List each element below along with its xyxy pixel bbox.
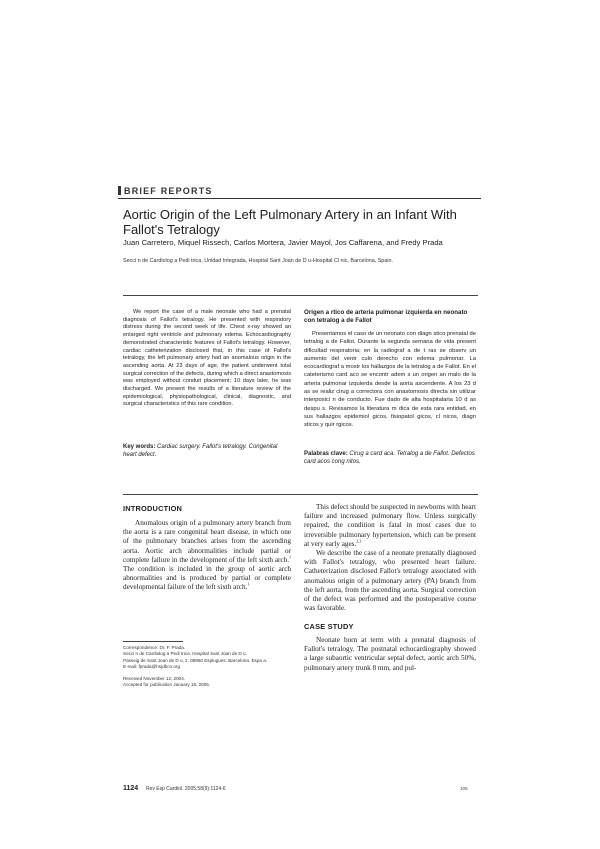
- footnote-rule: [123, 641, 183, 642]
- keywords-english: [123, 443, 291, 459]
- introduction-heading: INTRODUCTION: [123, 504, 183, 513]
- ref-a: 1: [289, 554, 291, 560]
- email: E-mail: fprada@hsjdbcn.org: [123, 664, 181, 670]
- abstract-top-rule: [123, 295, 478, 296]
- right-paragraph-2: We describe the case of a neonate prenatally diagnosed with Fallot's tetralogy, who presented heart failure. Catheterization disclosed Fallot's tetralogy associated with anomalous origin of a pulmonary artery (PA) branch from the left aorta, from the ascending aorta. Surgical correction of the defect was performed and the postoperative course was favorable.: [304, 549, 476, 613]
- page-number: 1124: [123, 785, 139, 792]
- journal-citation: Rev Esp Cardiol. 2005;58(9):1124-6: [146, 786, 226, 792]
- keywords-label: Key words:: [123, 444, 156, 450]
- case-paragraph: Neonate born at term with a prenatal diagnosis of Fallot's tetralogy. The postnatal echocardiography showed a large subaortic ventricular septal defect, aortic arch 50%, pulmonary artery trunk 8 mm, and pul-: [304, 636, 476, 672]
- affiliation: Secci n de Cardiolog a Pedi trica, Unidad Integrada, Hospital Sant Joan de D u-Hospital Cl nic, Barcelona, Spain.: [123, 258, 393, 264]
- abstract-spanish: Presentamos el caso de un neonato con diagn stico prenatal de tetralog a de Fallot. Durante la segunda semana de vida present dificultad respiratoria; en la radiograf a de t rax se observ un aumento del ventr culo derecho con edema pulmonar. La ecocardiograf a mostr los hallazgos de la tetralog a de Fallot. En el cateterismo card aco se encontr adem s un origen an malo de la arteria pulmonar izquierda desde la aorta ascendente. A los 23 d as se realiz cirug a correctora con anastomosis directa sin utilizar interposici n de conducto. Fue dado de alta hospitalaria 10 d as despu s. Revisamos la literatura m dica de esta rara entidad, en sus hallazgos epidemiol gicos, fisiopatol gicos, cl nicos, diagn sticos y quir rgicos.: [304, 331, 476, 429]
- abstract-english: We report the case of a male neonate who had a prenatal diagnosis of Fallot's tetralogy. He presented with respiratory distress during the second week of life. Chest x-ray showed an enlarged right ventricle and pulmonary edema. Echocardiography demonstrated characteristic features of Fallot's tetralogy. However, cardiac catheterization disclosed that, in this case of Fallot's tetralogy, the left pulmonary artery had an anomalous origin in the ascending aorta. At 23 days of age, the patient underwent total surgical correction of the defects, during which a direct anastomosis was employed without conduit placement; 10 days later, he was discharged. We present the results of a literature review of the epidemiological, physiopathological, clinical, diagnostic, and surgical characteristics of this rare condition.: [123, 309, 291, 408]
- abstract-spanish-title: Origen a rtico de arteria pulmonar izquierda en neonato con tetralog a de Fallot: [304, 309, 468, 324]
- ref-b: 1: [247, 582, 250, 588]
- palabras-clave-text: Cirug a card aca. Tetralog a de Fallot. Defectos card acos cong nitos.: [304, 451, 475, 465]
- keywords-spanish: [304, 450, 476, 466]
- intro-paragraph: Anomalous origin of a pulmonary artery branch from the aorta is a rare congenital heart disease, in which one of the pulmonary branches arises from the ascending aorta. Aortic arch abnormalities include partial or complete failure in the development of the left sixth arch.$^1$ The condition is included in the group of aortic arch abnormalities and is produced by partial or complete developmental failure of the left sixth arch.$^1$: [123, 519, 291, 592]
- ref-c: 2,3: [356, 538, 362, 544]
- keywords-text: Cardiac surgery. Fallot's tetralogy. Congenital heart defect.: [123, 444, 278, 458]
- palabras-clave-label: Palabras clave:: [304, 451, 348, 457]
- right-column-body: [304, 503, 476, 613]
- section-label: BRIEF REPORTS: [118, 186, 213, 196]
- right-paragraph-1: This defect should be suspected in newborns with heart failure and increased pulmonary flow. Unless surgically repaired, the condition is fatal in most cases due to irreversible pulmonary hypertension, which can be present at very early ages.$^{2,3}$: [304, 503, 476, 548]
- address-line-2: Passeig de Sant Joan de D u, 2. 08950 Esplugues. Barcelona. Espa a.: [123, 657, 268, 663]
- case-study-body: [304, 636, 476, 673]
- introduction-body: [123, 519, 291, 593]
- page-code: 105: [460, 786, 468, 791]
- abstract-bottom-rule: [123, 494, 478, 495]
- section-rule: [118, 198, 481, 199]
- article-title: Aortic Origin of the Left Pulmonary Artery in an Infant With Fallot's Tetralogy: [123, 207, 457, 237]
- received-date: Received November 12, 2004.: [123, 675, 186, 681]
- case-study-heading: CASE STUDY: [304, 622, 354, 631]
- address-line-1: Secci n de Cardiolog a Pedi trica. Hospital Sant Joan de D u.: [123, 651, 247, 657]
- section-bar: [118, 186, 121, 195]
- correspondence: Correspondence: Dr. F. Prada.: [123, 645, 186, 650]
- accepted-date: Accepted for publication January 18, 2005.: [123, 682, 211, 688]
- footnotes: [123, 645, 293, 688]
- authors: Juan Carretero, Miquel Rissech, Carlos Mortera, Javier Mayol, Jos Caffarena, and Fredy Prada: [123, 238, 443, 247]
